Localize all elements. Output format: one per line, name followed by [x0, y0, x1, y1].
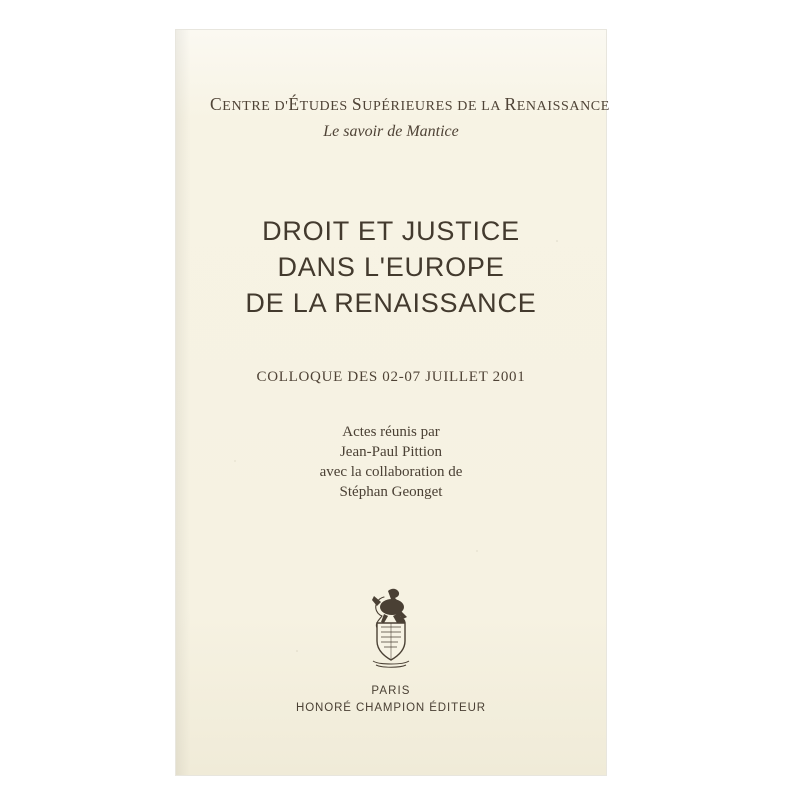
- paper-speckle: [234, 460, 236, 462]
- collection-line: Le savoir de Mantice: [323, 123, 459, 140]
- paper-speckle: [476, 550, 478, 552]
- book-title: [210, 213, 572, 321]
- editors-block: [210, 422, 572, 502]
- series-block: [210, 94, 610, 141]
- imprint-publisher: HONORÉ CHAMPION ÉDITEUR: [295, 702, 487, 714]
- institution-line: CENTRE D'ÉTUDES SUPÉRIEURES DE LA RENAISSANCE: [210, 94, 610, 114]
- title-line-3: DE LA RENAISSANCE: [245, 288, 537, 318]
- title-line-2: DANS L'EUROPE: [277, 252, 505, 282]
- event-line: COLLOQUE DES 02-07 JUILLET 2001: [256, 369, 526, 385]
- editors-line-1: Actes réunis par: [342, 424, 440, 440]
- imprint-block: [176, 685, 606, 714]
- paper-speckle: [556, 240, 558, 242]
- imprint-city: PARIS: [371, 685, 411, 697]
- editors-line-3: avec la collaboration de: [319, 464, 463, 480]
- title-line-1: DROIT ET JUSTICE: [262, 216, 520, 246]
- book-cover: [176, 30, 610, 775]
- horse-and-shield-printer-device-icon: [351, 585, 431, 671]
- editors-line-4: Stéphan Geonget: [339, 484, 443, 500]
- editors-line-2: Jean-Paul Pittion: [339, 444, 443, 460]
- paper-speckle: [296, 650, 298, 652]
